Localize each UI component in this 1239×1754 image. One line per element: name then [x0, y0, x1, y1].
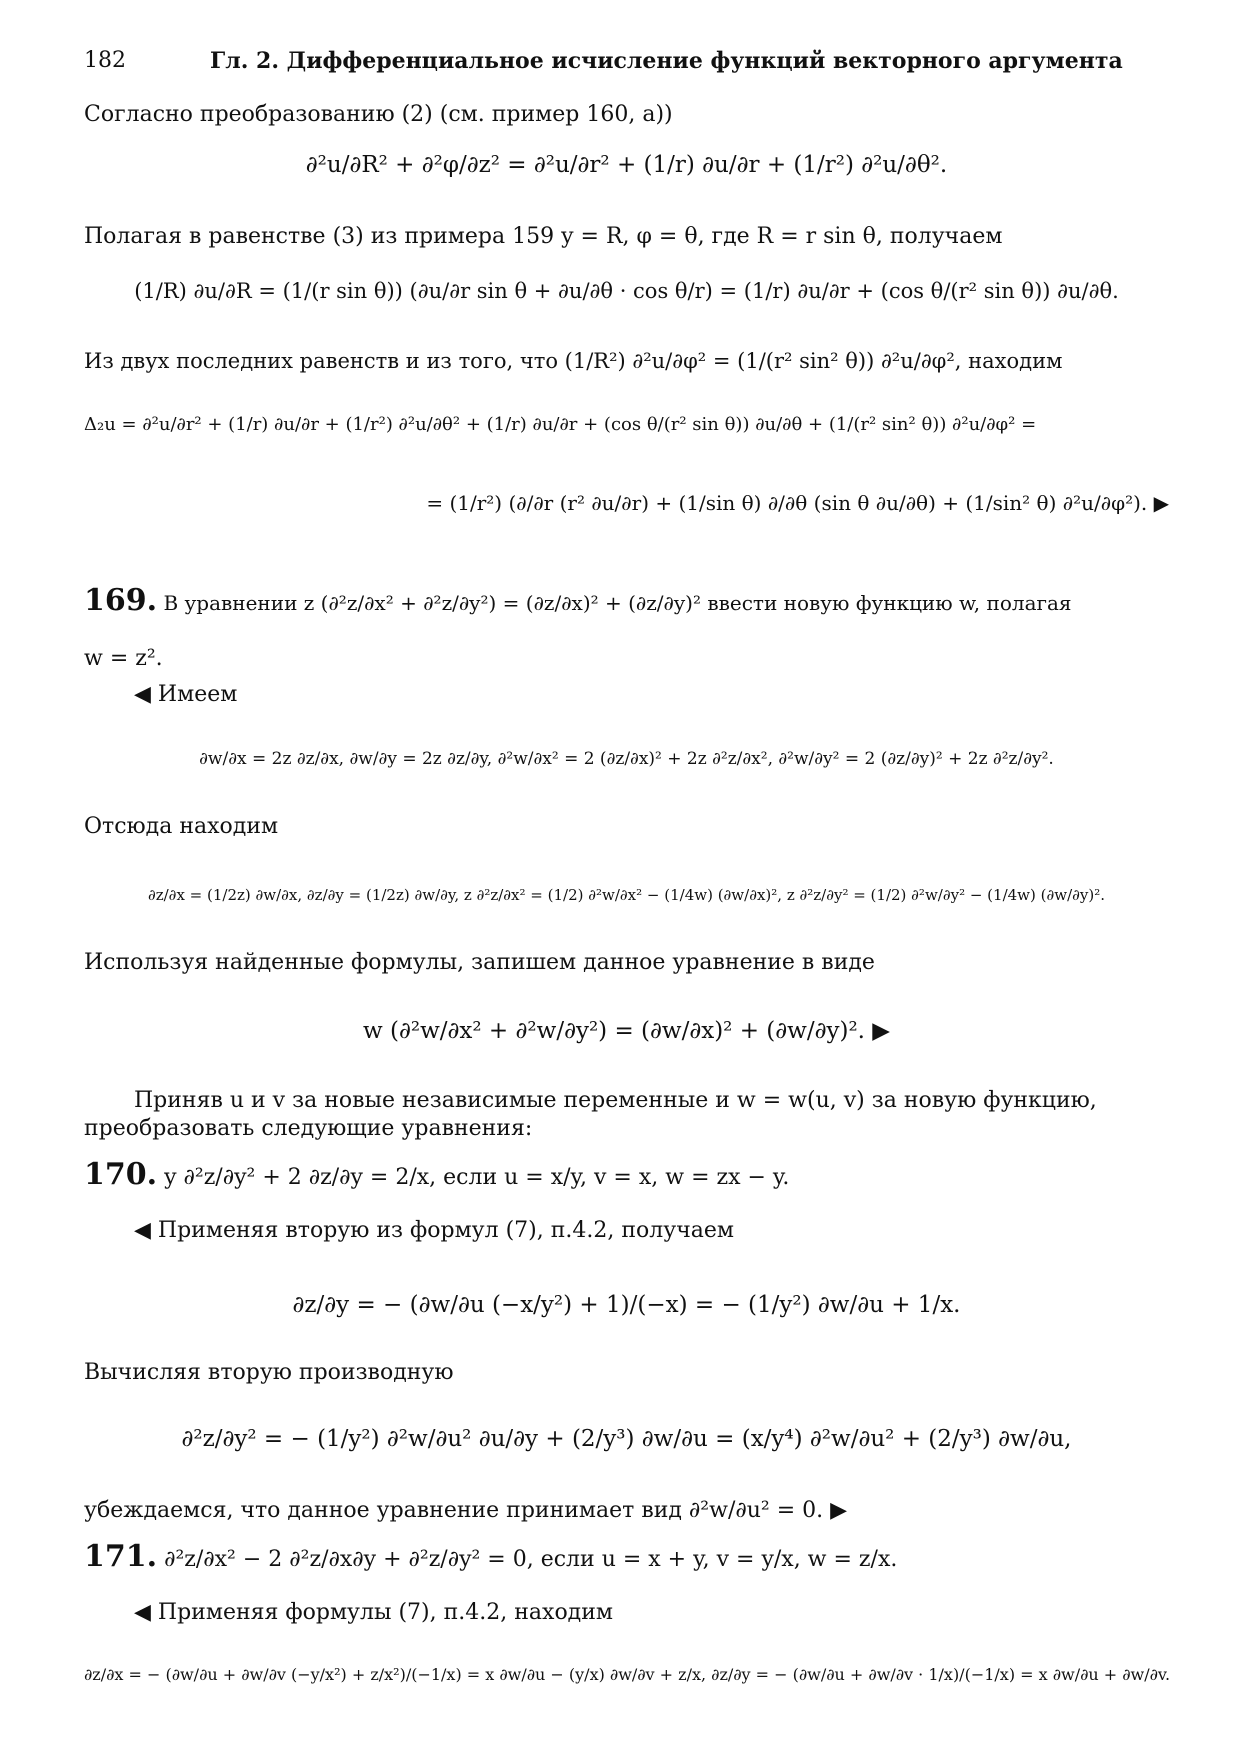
text-line: убеждаемся, что данное уравнение принимает вид ∂²w/∂u² = 0. ▶	[84, 1498, 848, 1523]
text-line: ◀ Применяя формулы (7), п.4.2, находим	[134, 1600, 614, 1625]
text-line: Отсюда находим	[84, 814, 279, 839]
page-number: 182	[84, 48, 126, 73]
text-line: Вычисляя вторую производную	[84, 1360, 454, 1385]
text-line: преобразовать следующие уравнения:	[84, 1116, 533, 1141]
problem-text: y ∂²z/∂y² + 2 ∂z/∂y = 2/x, если u = x/y, v = x, w = zx − y.	[164, 1165, 790, 1190]
problem-number: 169.	[84, 583, 158, 618]
equation: = (1/r²) (∂/∂r (r² ∂u/∂r) + (1/sin θ) ∂/∂θ (sin θ ∂u/∂θ) + (1/sin² θ) ∂²u/∂φ²). ▶	[426, 491, 1169, 515]
equation: ∂z/∂x = − (∂w/∂u + ∂w/∂v (−y/x²) + z/x²)/(−1/x) = x ∂w/∂u − (y/x) ∂w/∂v + z/x, ∂z/∂y = − (∂w/∂u + ∂w/∂v · 1/x)/(−1/x) = x ∂w/∂u + ∂w/∂v.	[84, 1665, 1171, 1684]
text-line: Согласно преобразованию (2) (см. пример 160, а))	[84, 102, 673, 127]
problem-statement	[84, 583, 1169, 618]
equation: w (∂²w/∂x² + ∂²w/∂y²) = (∂w/∂x)² + (∂w/∂y)². ▶	[363, 1018, 890, 1044]
equation: ∂z/∂x = (1/2z) ∂w/∂x, ∂z/∂y = (1/2z) ∂w/∂y, z ∂²z/∂x² = (1/2) ∂²w/∂x² − (1/4w) (∂w/∂x)², z ∂²z/∂y² = (1/2) ∂²w/∂y² − (1/4w) (∂w/∂y)².	[147, 886, 1106, 904]
problem-text: В уравнении z (∂²z/∂x² + ∂²z/∂y²) = (∂z/∂x)² + (∂z/∂y)² ввести новую функцию w, полагая	[163, 591, 1072, 615]
problem-statement	[84, 1157, 1169, 1193]
equation: Δ₂u = ∂²u/∂r² + (1/r) ∂u/∂r + (1/r²) ∂²u/∂θ² + (1/r) ∂u/∂r + (cos θ/(r² sin θ)) ∂u/∂θ + (1/(r² sin² θ)) ∂²u/∂φ² =	[84, 414, 1037, 435]
equation: ∂²z/∂y² = − (1/y²) ∂²w/∂u² ∂u/∂y + (2/y³) ∂w/∂u = (x/y⁴) ∂²w/∂u² + (2/y³) ∂w/∂u,	[181, 1426, 1072, 1452]
text-line: ◀ Применяя вторую из формул (7), п.4.2, получаем	[134, 1218, 734, 1243]
problem-number: 171.	[84, 1539, 158, 1574]
problem-text: ∂²z/∂x² − 2 ∂²z/∂x∂y + ∂²z/∂y² = 0, если u = x + y, v = y/x, w = z/x.	[164, 1547, 898, 1572]
problem-number: 170.	[84, 1157, 158, 1192]
equation: ∂²u/∂R² + ∂²φ/∂z² = ∂²u/∂r² + (1/r) ∂u/∂r + (1/r²) ∂²u/∂θ².	[305, 152, 948, 178]
text-line: ◀ Имеем	[134, 682, 238, 707]
text-line: Из двух последних равенств и из того, что (1/R²) ∂²u/∂φ² = (1/(r² sin² θ)) ∂²u/∂φ², находим	[84, 349, 1063, 373]
text-line: w = z².	[84, 646, 163, 671]
problem-statement	[84, 1539, 1169, 1575]
text-line: Используя найденные формулы, запишем данное уравнение в виде	[84, 950, 875, 975]
equation: (1/R) ∂u/∂R = (1/(r sin θ)) (∂u/∂r sin θ + ∂u/∂θ · cos θ/r) = (1/r) ∂u/∂r + (cos θ/(r² sin θ)) ∂u/∂θ.	[134, 279, 1119, 303]
text-line: Приняв u и v за новые независимые переменные и w = w(u, v) за новую функцию,	[134, 1088, 1097, 1113]
chapter-title: Гл. 2. Дифференциальное исчисление функций векторного аргумента	[210, 48, 1123, 74]
equation: ∂w/∂x = 2z ∂z/∂x, ∂w/∂y = 2z ∂z/∂y, ∂²w/∂x² = 2 (∂z/∂x)² + 2z ∂²z/∂x², ∂²w/∂y² = 2 (∂z/∂y)² + 2z ∂²z/∂y².	[199, 749, 1054, 769]
equation: ∂z/∂y = − (∂w/∂u (−x/y²) + 1)/(−x) = − (1/y²) ∂w/∂u + 1/x.	[292, 1292, 961, 1318]
text-line: Полагая в равенстве (3) из примера 159 y = R, φ = θ, где R = r sin θ, получаем	[84, 224, 1003, 249]
